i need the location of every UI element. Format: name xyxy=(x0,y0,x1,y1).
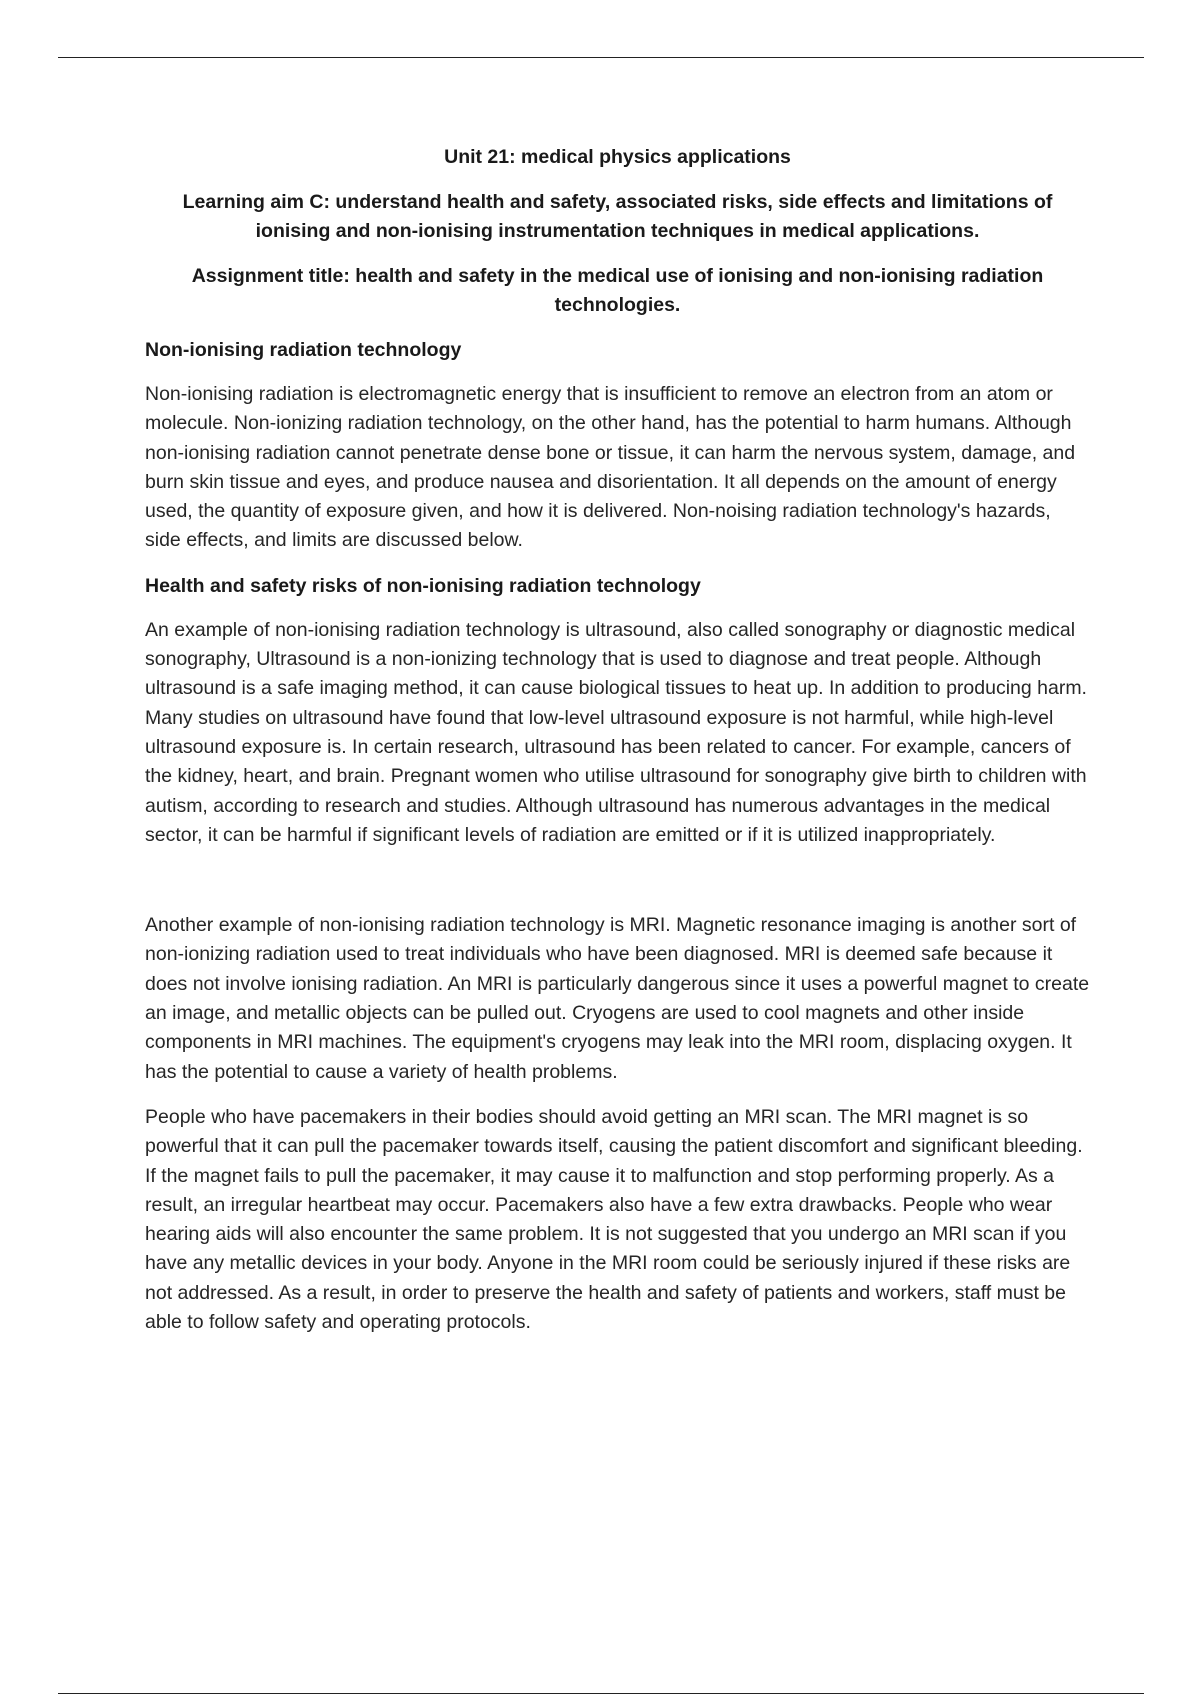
section-heading-non-ionising: Non-ionising radiation technology xyxy=(145,339,462,361)
paragraph-mri: Another example of non-ionising radiation technology is MRI. Magnetic resonance imaging is another sort of non-ionizing radiation used to treat individuals who have been diagnosed. MRI is deemed safe because it does not involve ionising radiation. An MRI is particularly dangerous since it uses a powerful magnet to create an image, and metallic objects can be pulled out. Cryogens are used to cool magnets and other inside components in MRI machines. The equipment's cryogens may leak into the MRI room, displacing oxygen. It has the potential to cause a variety of health problems. xyxy=(145,914,1090,1083)
document-title: Unit 21: medical physics applications xyxy=(444,146,791,168)
paragraph-pacemakers: People who have pacemakers in their bodies should avoid getting an MRI scan. The MRI magnet is so powerful that it can pull the pacemaker towards itself, causing the patient discomfort and significant bleeding. If the magnet fails to pull the pacemaker, it may cause it to malfunction and stop performing properly. As a result, an irregular heartbeat may occur. Pacemakers also have a few extra drawbacks. People who wear hearing aids will also encounter the same problem. It is not suggested that you undergo an MRI scan if you have any metallic devices in your body. Anyone in the MRI room could be seriously injured if these risks are not addressed. As a result, in order to preserve the health and safety of patients and workers, staff must be able to follow safety and operating protocols. xyxy=(145,1105,1083,1334)
learning-aim: Learning aim C: understand health and safety, associated risks, side effects and limitations of ionising and non-ionising instrumentation techniques in medical applications. xyxy=(182,191,1053,242)
document-body xyxy=(145,143,1090,1353)
top-rule xyxy=(58,57,1144,58)
bottom-rule xyxy=(58,1693,1144,1694)
paragraph-ultrasound: An example of non-ionising radiation technology is ultrasound, also called sonography or diagnostic medical sonography, Ultrasound is a non-ionizing technology that is used to diagnose and treat people. Although ultrasound is a safe imaging method, it can cause biological tissues to heat up. In addition to producing harm. Many studies on ultrasound have found that low-level ultrasound exposure is not harmful, while high-level ultrasound exposure is. In certain research, ultrasound has been related to cancer. For example, cancers of the kidney, heart, and brain. Pregnant women who utilise ultrasound for sonography give birth to children with autism, according to research and studies. Although ultrasound has numerous advantages in the medical sector, it can be harmful if significant levels of radiation are emitted or if it is utilized inappropriately. xyxy=(145,618,1087,846)
section-heading-health-safety: Health and safety risks of non-ionising radiation technology xyxy=(145,574,701,597)
paragraph-non-ionising-intro: Non-ionising radiation is electromagnetic energy that is insufficient to remove an electron from an atom or molecule. Non-ionizing radiation technology, on the other hand, has the potential to harm humans. Although non-ionising radiation cannot penetrate dense bone or tissue, it can harm the nervous system, damage, and burn skin tissue and eyes, and produce nausea and disorientation. It all depends on the amount of energy used, the quantity of exposure given, and how it is delivered. Non-noising radiation technology's hazards, side effects, and limits are discussed below. xyxy=(145,383,1076,552)
assignment-title: Assignment title: health and safety in the medical use of ionising and non-ionising radiation technologies. xyxy=(191,265,1044,316)
